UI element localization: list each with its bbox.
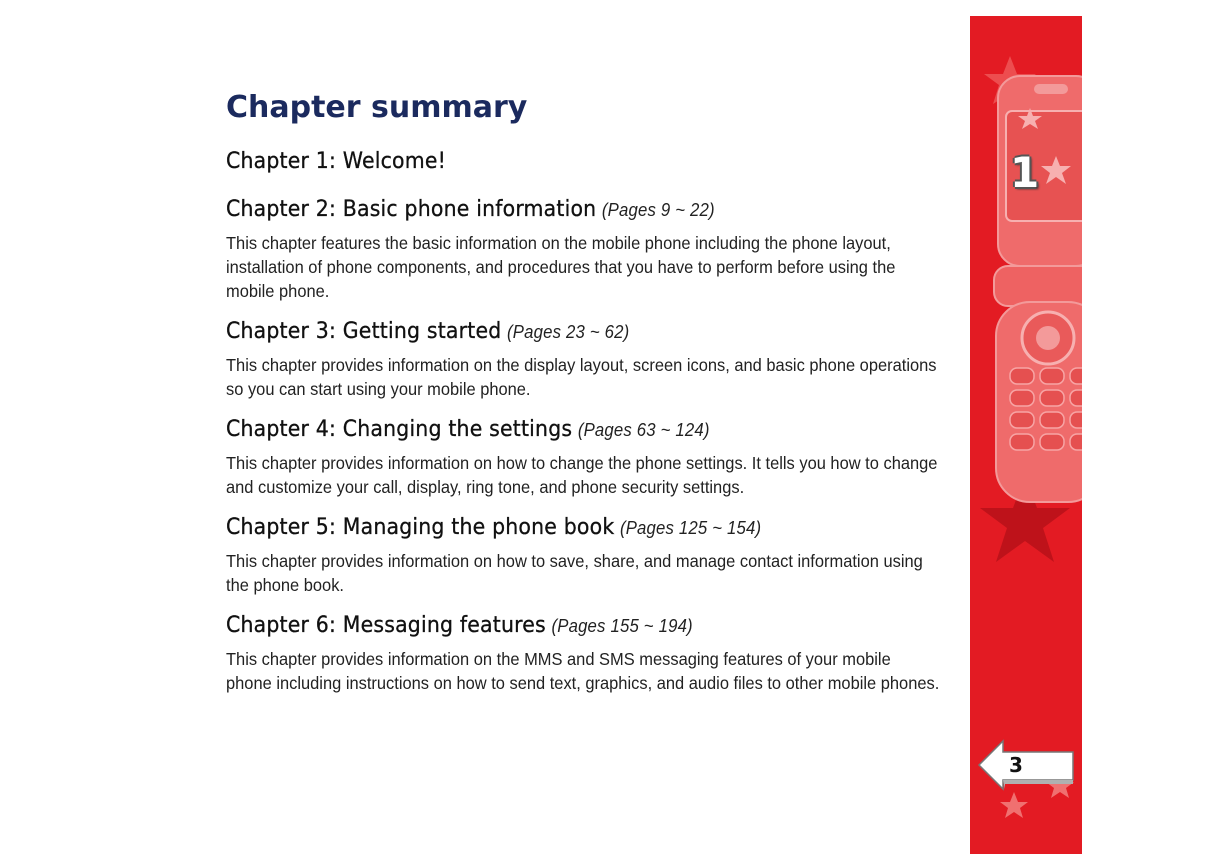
chapter-name: Chapter 6: Messaging features — [226, 613, 546, 638]
chapter-heading — [226, 197, 896, 223]
chapter-section — [226, 515, 946, 597]
star-icon — [1000, 792, 1028, 818]
chapter-heading — [226, 319, 896, 345]
chapter-name: Chapter 2: Basic phone information — [226, 197, 597, 222]
chapter-section — [226, 613, 946, 695]
chapter-pages: (Pages 155 ~ 194) — [551, 616, 693, 636]
chapter-heading — [226, 515, 896, 541]
chapter-pages: (Pages 23 ~ 62) — [507, 322, 630, 342]
chapter-sidebar-tab — [970, 16, 1082, 854]
chapter-summary-content — [226, 88, 946, 695]
chapter-pages: (Pages 63 ~ 124) — [577, 420, 710, 440]
chapter-description: This chapter features the basic information on the mobile phone including the phone layout, installation of phone components, and procedures that you have to perform before using the mobile phone. — [226, 233, 896, 301]
flip-phone-illustration — [970, 16, 1082, 854]
chapter-heading — [226, 417, 896, 443]
chapter-pages: (Pages 9 ~ 22) — [601, 200, 715, 220]
chapter-description: This chapter provides information on how to change the phone settings. It tells you how to change and customize your call, display, ring tone, and phone security settings. — [226, 453, 938, 497]
chapter-heading — [226, 613, 896, 639]
chapter-section — [226, 197, 946, 303]
chapter-name: Chapter 5: Managing the phone book — [226, 515, 615, 540]
back-arrow-button[interactable] — [977, 738, 1075, 792]
chapter-section — [226, 417, 946, 499]
chapter-pages: (Pages 125 ~ 154) — [619, 518, 762, 538]
chapter-heading — [226, 149, 896, 175]
left-arrow-icon — [977, 738, 1075, 792]
page-title: Chapter summary — [226, 90, 528, 125]
chapter-name: Chapter 1: Welcome! — [226, 149, 447, 174]
chapter-description: This chapter provides information on the display layout, screen icons, and basic phone operations so you can start using your mobile phone. — [226, 355, 937, 399]
chapter-description: This chapter provides information on the MMS and SMS messaging features of your mobile phone including instructions on how to send text, graphics, and audio files to other mobile phones. — [226, 649, 940, 693]
chapter-description: This chapter provides information on how to save, share, and manage contact information using the phone book. — [226, 551, 923, 595]
page-number: 3 — [1009, 753, 1023, 777]
chapter-section — [226, 149, 946, 175]
chapter-section — [226, 319, 946, 401]
chapter-name: Chapter 4: Changing the settings — [226, 417, 573, 442]
chapter-tab-number: 1 — [1010, 148, 1040, 197]
chapter-name: Chapter 3: Getting started — [226, 319, 502, 344]
